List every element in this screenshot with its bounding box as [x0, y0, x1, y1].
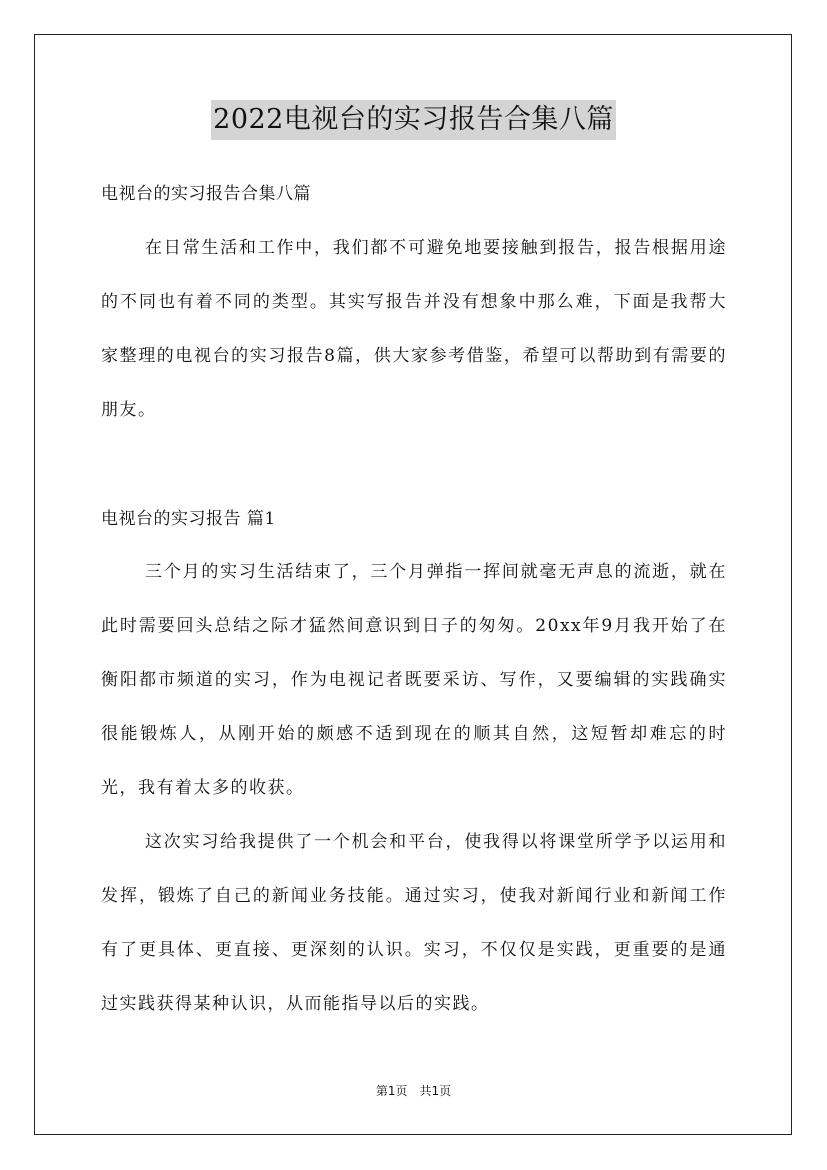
section-heading: 电视台的实习报告 篇1 [101, 509, 276, 529]
document-subtitle: 电视台的实习报告合集八篇 [101, 184, 311, 204]
title-container [0, 100, 827, 140]
page-footer: 第1页 共1页 [375, 1084, 452, 1098]
intro-paragraph: 在日常生活和工作中，我们都不可避免地要接触到报告，报告根据用途的不同也有着不同的类型。其实写报告并没有想象中那么难，下面是我帮大家整理的电视台的实习报告8篇，供大家参考借鉴，希望可以帮助到有需要的朋友。 [101, 238, 727, 420]
body-paragraph-1: 三个月的实习生活结束了，三个月弹指一挥间就毫无声息的流逝，就在此时需要回头总结之际才猛然间意识到日子的匆匆。20xx年9月我开始了在衡阳都市频道的实习，作为电视记者既要采访、写作，又要编辑的实践确实很能锻炼人，从刚开始的颇感不适到现在的顺其自然，这短暂却难忘的时光，我有着太多的收获。 [101, 562, 727, 798]
document-title: 2022电视台的实习报告合集八篇 [211, 100, 616, 140]
body-paragraph-2: 这次实习给我提供了一个机会和平台，使我得以将课堂所学予以运用和发挥，锻炼了自己的新闻业务技能。通过实习，使我对新闻行业和新闻工作有了更具体、更直接、更深刻的认识。实习，不仅仅是实践，更重要的是通过实践获得某种认识，从而能指导以后的实践。 [101, 832, 727, 1014]
